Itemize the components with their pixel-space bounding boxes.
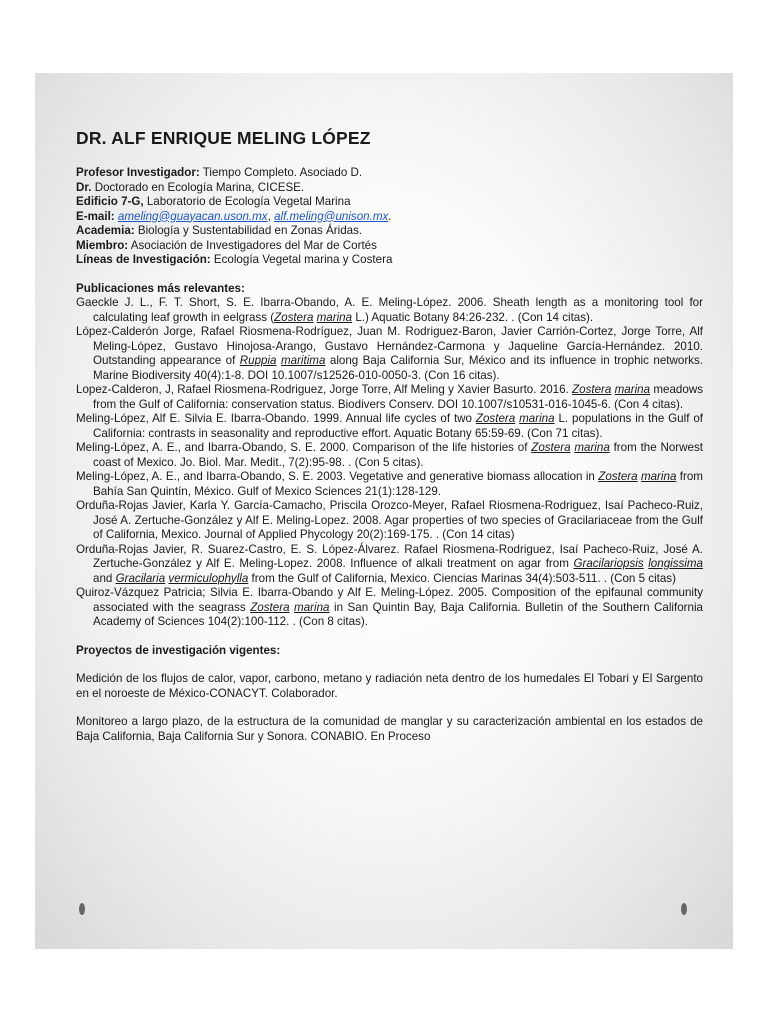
document-content: [76, 127, 703, 744]
info-email: E-mail: ameling@guayacan.uson.mx, alf.meling@unison.mx.: [76, 209, 392, 223]
info-profesor: Profesor Investigador: Tiempo Completo. Asociado D.: [76, 166, 363, 179]
publication-item: López-Calderón Jorge, Rafael Riosmena-Rodríguez, Juan M. Rodriguez-Baron, Javier Carrión-Cortez, Jorge Torre, Alf Meling-López, Gustavo Hinojosa-Arango, Gustavo Hernández-Carmona y Jaqueline García-Hernández. 2010. Outstanding appearance of Ruppia maritima along Baja California Sur, México and its influence in trophic networks. Marine Biodiversity 40(4):1-8. DOI 10.1007/s12526-010-0050-3. (Con 16 citas).: [76, 325, 703, 382]
publication-item: Quiroz-Vázquez Patricia; Silvia E. Ibarra-Obando y Alf E. Meling-López. 2005. Composition of the epifaunal community associated with the seagrass Zostera marina in San Quintin Bay, Baja California. Bulletin of the Southern California Academy of Sciences 104(2):100-112. . (Con 8 citas).: [76, 586, 703, 628]
binding-hole-left-icon: [79, 903, 85, 915]
publication-item: Meling-López, A. E., and Ibarra-Obando, S. E. 2000. Comparison of the life histories of Zostera marina from the Norwest coast of Mexico. Jo. Biol. Mar. Medit., 7(2):95-98. . (Con 5 citas).: [76, 441, 703, 469]
projects-heading: Proyectos de investigación vigentes:: [76, 643, 281, 657]
info-dr: Dr. Doctorado en Ecología Marina, CICESE.: [76, 180, 305, 194]
publication-item: Gaeckle J. L., F. T. Short, S. E. Ibarra-Obando, A. E. Meling-López. 2006. Sheath length as a monitoring tool for calculating leaf growth in eelgrass (Zostera marina L.) Aquatic Botany 84:26-232. . (Con 14 citas).: [76, 296, 703, 324]
binding-hole-right-icon: [681, 903, 687, 915]
publication-item: Lopez-Calderon, J, Rafael Riosmena-Rodriguez, Jorge Torre, Alf Meling y Xavier Basurto. 2016. Zostera marina meadows from the Gulf of California: conservation status. Biodivers Conserv. DOI 10.1007/s10531-016-1045-6. (Con 4 citas).: [76, 383, 703, 411]
publication-item: Orduña-Rojas Javier, Karla Y. García-Camacho, Priscila Orozco-Meyer, Rafael Riosmena-Rodriguez, Isaí Pacheco-Ruiz, José A. Zertuche-González y Alf E. Meling-Lopez. 2008. Agar properties of two species of Gracilariaceae from the Gulf of California, Mexico. Journal of Applied Phycology 20(2):169-175. . (Con 14 citas): [76, 499, 703, 541]
info-miembro: Miembro: Asociación de Investigadores del Mar de Cortés: [76, 238, 377, 252]
publication-item: Meling-López, A. E., and Ibarra-Obando, S. E. 2003. Vegetative and generative biomass allocation in Zostera marina from Bahía San Quintín, México. Gulf of Mexico Sciences 21(1):128-129.: [76, 470, 703, 498]
info-academia: Academia: Biología y Sustentabilidad en Zonas Áridas.: [76, 224, 363, 237]
email-link-2[interactable]: alf.meling@unison.mx: [274, 209, 389, 223]
publication-item: Meling-López, Alf E. Silvia E. Ibarra-Obando. 1999. Annual life cycles of two Zostera marina L. populations in the Gulf of California: contrasts in seasonality and reproductive effort. Aquatic Botany 65:59-69. (Con 71 citas).: [76, 412, 703, 440]
email-link-1[interactable]: ameling@guayacan.uson.mx: [117, 209, 268, 223]
page-title: DR. ALF ENRIQUE MELING LÓPEZ: [76, 128, 371, 148]
project-paragraph: Monitoreo a largo plazo, de la estructura de la comunidad de manglar y su caracterización ambiental en los estados de Baja California, Baja California Sur y Sonora. CONABIO. En Proceso: [76, 715, 703, 743]
info-edificio: Edificio 7-G, Laboratorio de Ecología Vegetal Marina: [76, 195, 351, 208]
publication-item: Orduña-Rojas Javier, R. Suarez-Castro, E. S. López-Álvarez. Rafael Riosmena-Rodriguez, Isaí Pacheco-Ruiz, José A. Zertuche-González y Alf E. Meling-Lopez. 2008. Influence of alkali treatment on agar from Gracilariopsis longissima and Gracilaria vermiculophylla from the Gulf of California, Mexico. Ciencias Marinas 34(4):503-511. . (Con 5 citas): [76, 542, 703, 585]
document-page: [35, 73, 733, 949]
project-paragraph: Medición de los flujos de calor, vapor, carbono, metano y radiación neta dentro de los humedales El Tobari y El Sargento en el noroeste de México-CONACYT. Colaborador.: [76, 672, 703, 700]
publications-heading: Publicaciones más relevantes:: [76, 281, 245, 295]
info-lineas: Líneas de Investigación: Ecología Vegetal marina y Costera: [76, 253, 393, 266]
